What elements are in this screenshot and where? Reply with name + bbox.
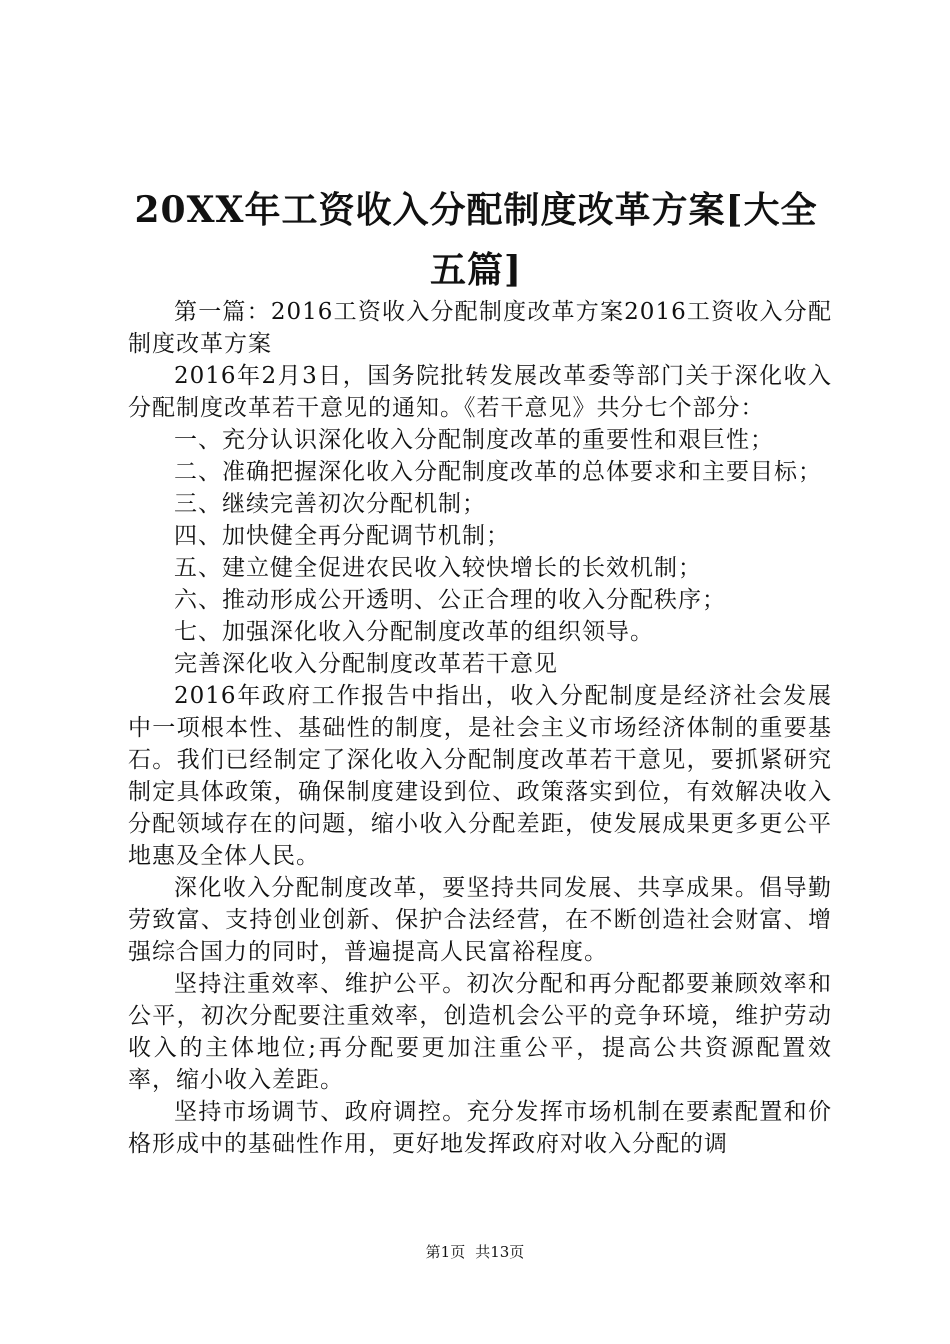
page-number-total: 共13页 xyxy=(475,1243,525,1261)
paragraph-13: 坚持注重效率、维护公平。初次分配和再分配都要兼顾效率和公平，初次分配要注重效率，创造机会公平的竞争环境，维护劳动收入的主体地位;再分配要更加注重公平，提高公共资源配置效率，缩小收入差距。 xyxy=(128,971,832,1093)
paragraph-3: 一、充分认识深化收入分配制度改革的重要性和艰巨性； xyxy=(174,427,774,453)
paragraph-6: 四、加快健全再分配调节机制； xyxy=(174,523,510,549)
paragraph-14: 坚持市场调节、政府调控。充分发挥市场机制在要素配置和价格形成中的基础性作用，更好地发挥政府对收入分配的调 xyxy=(128,1099,832,1157)
paragraph-11: 2016年政府工作报告中指出，收入分配制度是经济社会发展中一项根本性、基础性的制度，是社会主义市场经济体制的重要基石。我们已经制定了深化收入分配制度改革若干意见，要抓紧研究制定具体政策，确保制度建设到位、政策落实到位，有效解决收入分配领域存在的问题，缩小收入分配差距，使发展成果更多更公平地惠及全体人民。 xyxy=(128,683,832,869)
paragraph-10: 完善深化收入分配制度改革若干意见 xyxy=(174,651,558,677)
paragraph-2: 2016年2月3日，国务院批转发展改革委等部门关于深化收入分配制度改革若干意见的通知。《若干意见》共分七个部分： xyxy=(128,363,832,421)
page-number-current: 第1页 xyxy=(425,1243,466,1261)
paragraph-1: 第一篇：2016工资收入分配制度改革方案2016工资收入分配制度改革方案 xyxy=(128,299,832,357)
paragraph-7: 五、建立健全促进农民收入较快增长的长效机制； xyxy=(174,555,702,581)
document-body xyxy=(128,296,832,1160)
document-title: 20XX年工资收入分配制度改革方案[大全五篇] xyxy=(134,189,818,291)
paragraph-12: 深化收入分配制度改革，要坚持共同发展、共享成果。倡导勤劳致富、支持创业创新、保护合法经营，在不断创造社会财富、增强综合国力的同时，普遍提高人民富裕程度。 xyxy=(128,875,832,965)
page-footer xyxy=(0,1242,950,1262)
paragraph-8: 六、推动形成公开透明、公正合理的收入分配秩序； xyxy=(174,587,726,613)
paragraph-4: 二、准确把握深化收入分配制度改革的总体要求和主要目标； xyxy=(174,459,822,485)
paragraph-9: 七、加强深化收入分配制度改革的组织领导。 xyxy=(174,619,654,645)
paragraph-5: 三、继续完善初次分配机制； xyxy=(174,491,486,517)
